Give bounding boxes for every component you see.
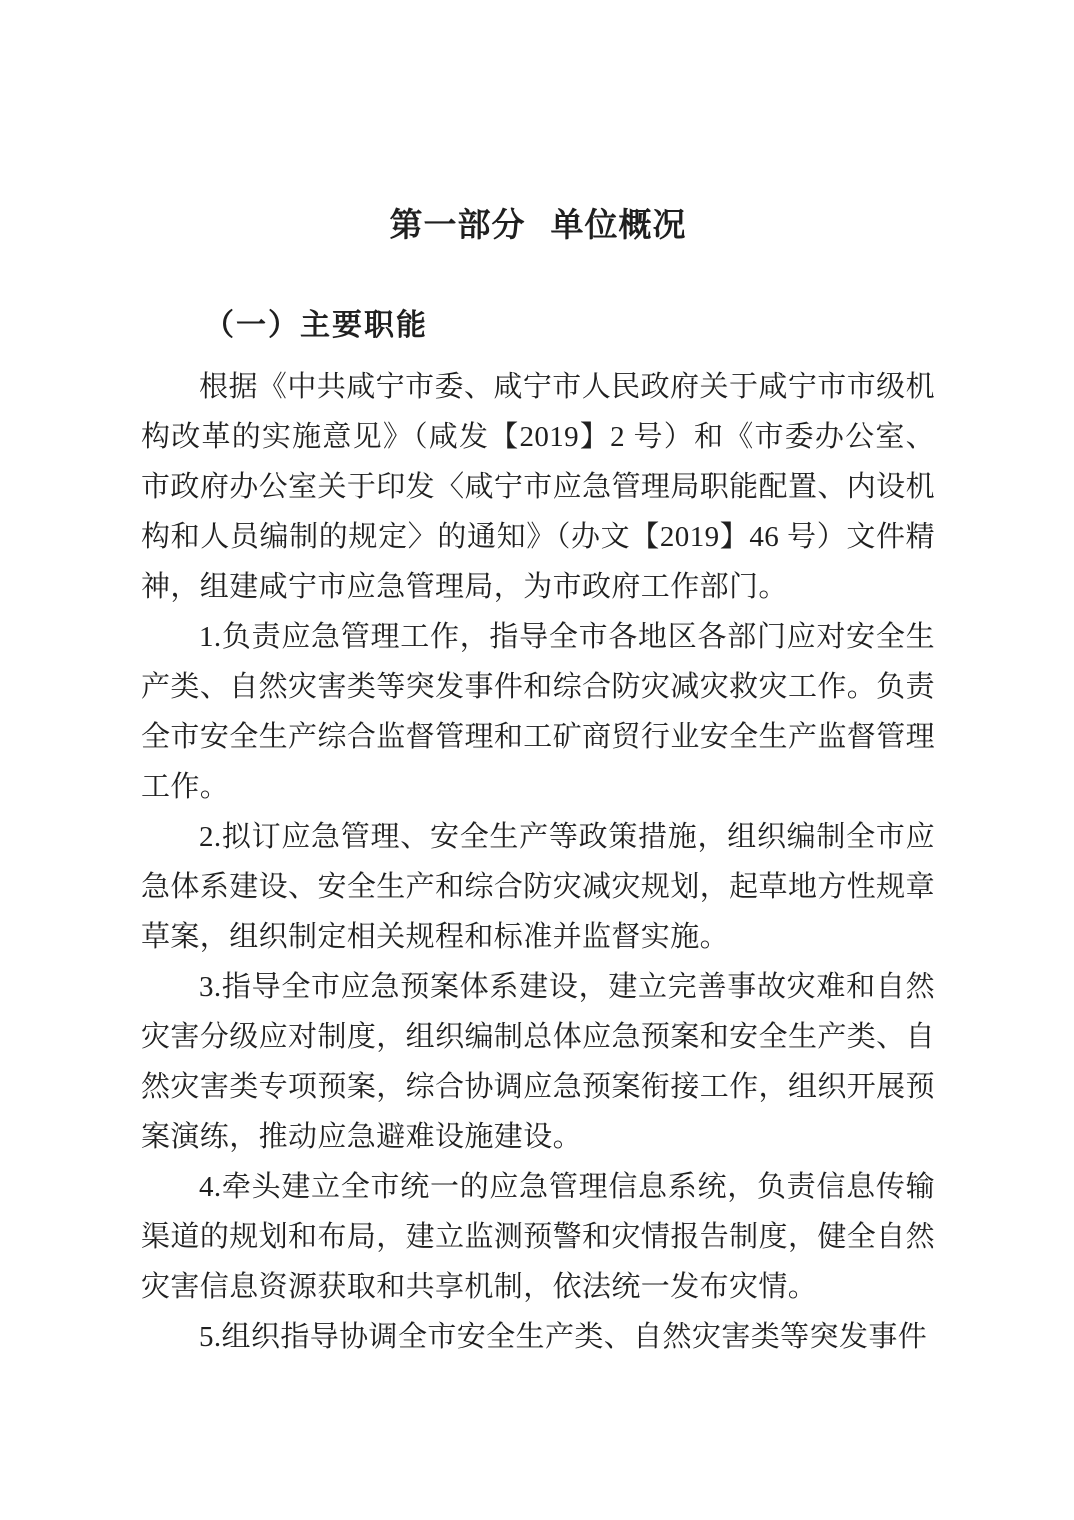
section-heading: （一）主要职能 <box>204 309 428 342</box>
paragraph: 4.牵头建立全市统一的应急管理信息系统，负责信息传输渠道的规划和布局，建立监测预警和灾情报告制度，健全自然灾害信息资源获取和共享机制，依法统一发布灾情。 <box>141 1171 935 1303</box>
paragraph: 5.组织指导协调全市安全生产类、自然灾害类等突发事件 <box>199 1321 928 1353</box>
paragraph: 2.拟订应急管理、安全生产等政策措施，组织编制全市应急体系建设、安全生产和综合防灾减灾规划，起草地方性规章草案，组织制定相关规程和标准并监督实施。 <box>141 821 935 953</box>
paragraph: 3.指导全市应急预案体系建设，建立完善事故灾难和自然灾害分级应对制度，组织编制总体应急预案和安全生产类、自然灾害类专项预案，综合协调应急预案衔接工作，组织开展预案演练，推动应急避难设施建设。 <box>141 971 935 1153</box>
paragraph: 1.负责应急管理工作，指导全市各地区各部门应对安全生产类、自然灾害类等突发事件和综合防灾减灾救灾工作。负责全市安全生产综合监督管理和工矿商贸行业安全生产监督管理工作。 <box>141 621 935 803</box>
paragraph: 根据《中共咸宁市委、咸宁市人民政府关于咸宁市市级机构改革的实施意见》（咸发【2019】2 号）和《市委办公室、市政府办公室关于印发〈咸宁市应急管理局职能配置、内设机构和人员编制的规定〉的通知》（办文【2019】46 号）文件精神，组建咸宁市应急管理局，为市政府工作部门。 <box>141 371 935 603</box>
document-body <box>141 362 935 1362</box>
page-title: 第一部分 单位概况 <box>389 206 687 243</box>
